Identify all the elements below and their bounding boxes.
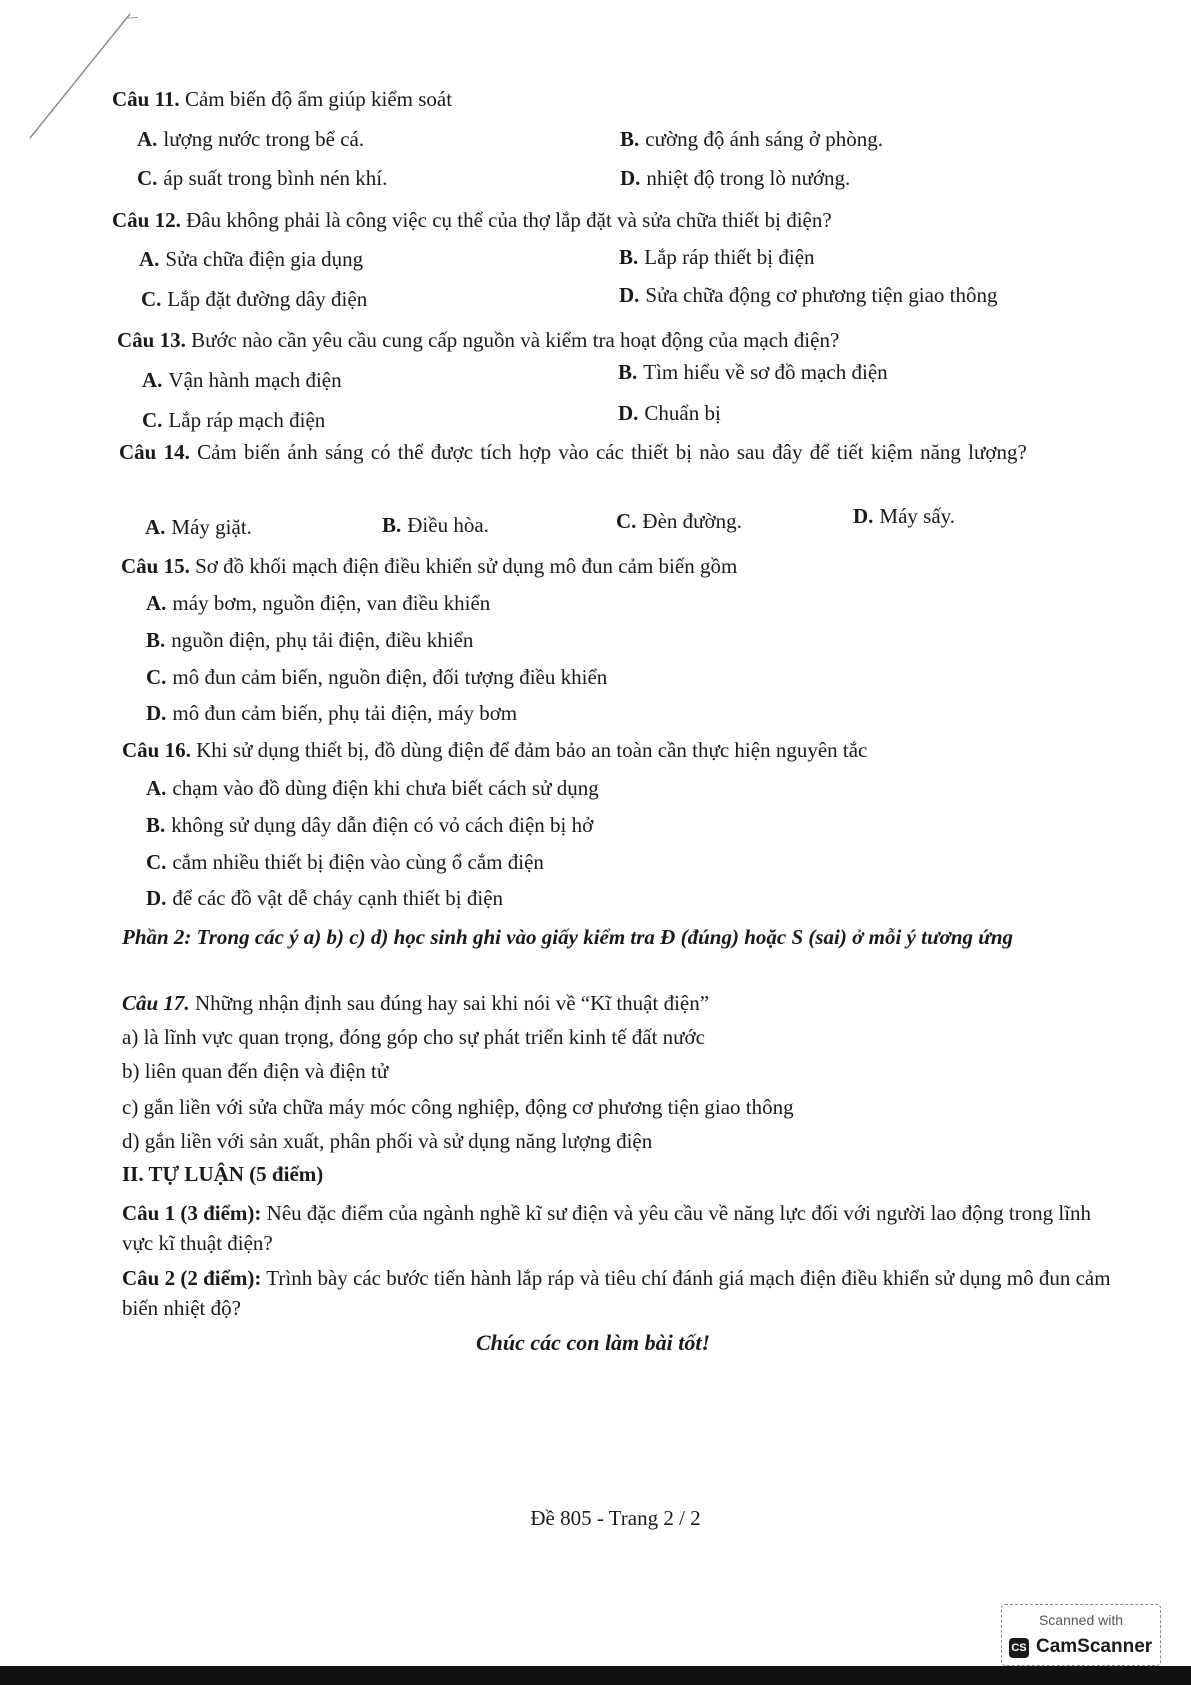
option-b: B. không sử dụng dây dẫn điện có vỏ cách điện bị hở — [146, 813, 594, 837]
essay-heading: II. TỰ LUẬN (5 điểm) — [122, 1162, 324, 1186]
option-c: C. Đèn đường. — [616, 509, 742, 533]
scan-bottom-edge — [0, 1666, 1191, 1685]
option-b: B. Tìm hiểu về sơ đồ mạch điện — [618, 360, 888, 384]
question-11 — [112, 86, 452, 112]
question-number: Câu 2 (2 điểm): — [122, 1266, 262, 1290]
question-number: Câu 11. — [112, 87, 180, 111]
watermark-brand: CamScanner — [1036, 1636, 1153, 1657]
option-b: B. Lắp ráp thiết bị điện — [619, 245, 815, 269]
question-text: Đâu không phải là công việc cụ thể của thợ lắp đặt và sửa chữa thiết bị điện? — [180, 208, 832, 232]
question-number: Câu 1 (3 điểm): — [122, 1201, 262, 1225]
option-b: B. Điều hòa. — [382, 513, 489, 537]
question-text: Sơ đồ khối mạch điện điều khiển sử dụng mô đun cảm biến gồm — [189, 554, 738, 578]
question-text: Bước nào cần yêu cầu cung cấp nguồn và kiểm tra hoạt động của mạch điện? — [185, 328, 840, 352]
question-14 — [119, 437, 1129, 467]
option-a: A. Sửa chữa điện gia dụng — [139, 247, 364, 271]
option-c: C. cắm nhiều thiết bị điện vào cùng ổ cắm điện — [146, 850, 544, 874]
option-a: A. Vận hành mạch điện — [142, 368, 342, 392]
page-corner-fold — [28, 10, 138, 140]
question-text: Nêu đặc điểm của ngành nghề kĩ sư điện và yêu cầu về năng lực đối với người lao động trong lĩnh vực kĩ thuật điện? — [122, 1201, 1092, 1255]
option-a: A. Máy giặt. — [145, 515, 252, 539]
question-number: Câu 16. — [122, 738, 191, 762]
option-c: C. mô đun cảm biến, nguồn điện, đối tượng điều khiển — [146, 665, 608, 689]
question-text: Cảm biến độ ẩm giúp kiểm soát — [179, 87, 453, 111]
question-16 — [122, 737, 867, 763]
option-c: C. Lắp đặt đường dây điện — [141, 287, 368, 311]
option-d: D. Sửa chữa động cơ phương tiện giao thông — [619, 283, 998, 307]
question-13 — [117, 327, 839, 353]
option-c: C. áp suất trong bình nén khí. — [137, 166, 388, 190]
option-c: C. Lắp ráp mạch điện — [142, 408, 326, 432]
camscanner-logo-icon: CS — [1009, 1638, 1029, 1658]
page-footer: Đề 805 - Trang 2 / 2 — [530, 1506, 701, 1530]
question-12 — [112, 207, 832, 233]
statement-b: b) liên quan đến điện và điện tử — [122, 1059, 389, 1083]
camscanner-watermark — [1001, 1604, 1161, 1666]
essay-question-1 — [122, 1198, 1116, 1258]
option-a: A. chạm vào đồ dùng điện khi chưa biết cách sử dụng — [146, 776, 599, 800]
statement-d: d) gắn liền với sản xuất, phân phối và sử dụng năng lượng điện — [122, 1129, 653, 1153]
option-b: B. nguồn điện, phụ tải điện, điều khiển — [146, 628, 474, 652]
statement-a: a) là lĩnh vực quan trọng, đóng góp cho sự phát triển kinh tế đất nước — [122, 1025, 705, 1049]
essay-question-2 — [122, 1263, 1116, 1323]
option-d: D. nhiệt độ trong lò nướng. — [620, 166, 851, 190]
question-number: Câu 12. — [112, 208, 181, 232]
question-text: Trình bày các bước tiến hành lắp ráp và tiêu chí đánh giá mạch điện điều khiển sử dụng mô đun cảm biến nhiệt độ? — [122, 1266, 1111, 1320]
question-15 — [121, 553, 737, 579]
option-d: D. Máy sấy. — [853, 504, 956, 528]
question-number: Câu 17. — [122, 991, 190, 1015]
option-d: D. Chuẩn bị — [618, 401, 721, 425]
question-text: Cảm biến ánh sáng có thể được tích hợp vào các thiết bị nào sau đây để tiết kiệm năng lượng? — [189, 440, 1027, 464]
option-a: A. lượng nước trong bể cá. — [137, 127, 365, 151]
question-number: Câu 13. — [117, 328, 186, 352]
option-b: B. cường độ ánh sáng ở phòng. — [620, 127, 883, 151]
closing-message: Chúc các con làm bài tốt! — [476, 1330, 711, 1355]
question-number: Câu 15. — [121, 554, 190, 578]
option-d: D. mô đun cảm biến, phụ tải điện, máy bơm — [146, 701, 518, 725]
option-a: A. máy bơm, nguồn điện, van điều khiển — [146, 591, 491, 615]
option-d: D. để các đồ vật dễ cháy cạnh thiết bị điện — [146, 886, 504, 910]
question-text: Khi sử dụng thiết bị, đồ dùng điện để đảm bảo an toàn cần thực hiện nguyên tắc — [190, 738, 868, 762]
statement-c: c) gắn liền với sửa chữa máy móc công nghiệp, động cơ phương tiện giao thông — [122, 1095, 794, 1119]
question-number: Câu 14. — [119, 440, 190, 464]
question-17 — [122, 990, 709, 1016]
part-2-heading: Phần 2: Trong các ý a) b) c) d) học sinh ghi vào giấy kiểm tra Đ (đúng) hoặc S (sai) ở mỗi ý tương ứng — [122, 925, 1014, 949]
question-text: Những nhận định sau đúng hay sai khi nói về “Kĩ thuật điện” — [189, 991, 710, 1015]
watermark-caption: Scanned with — [1038, 1612, 1124, 1628]
